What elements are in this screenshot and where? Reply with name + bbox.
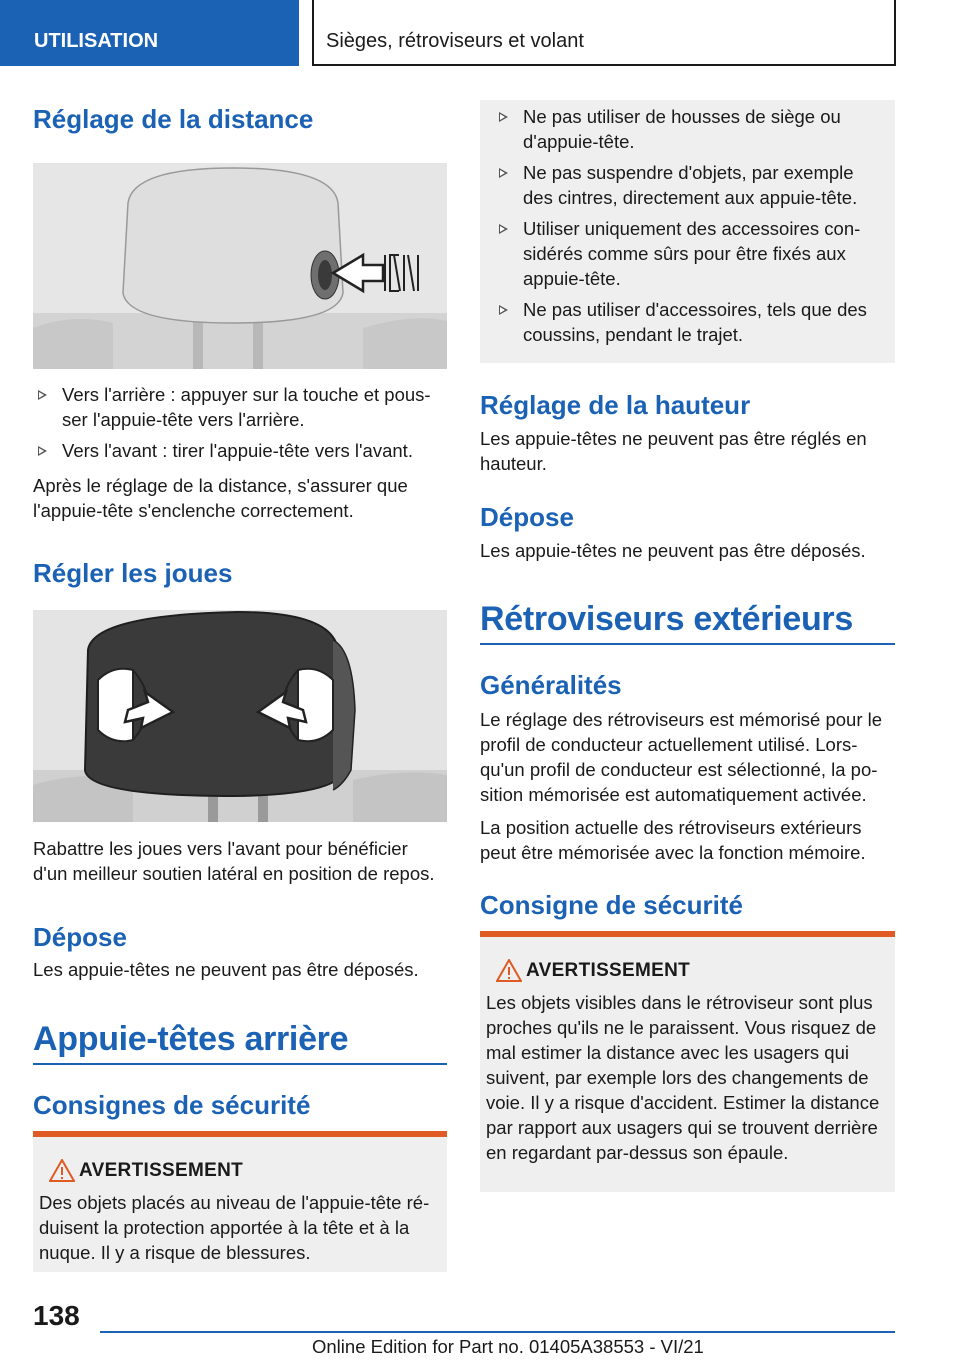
- footer-edition: Online Edition for Part no. 01405A38553 - VI/21: [312, 1336, 704, 1357]
- bullet-triangle-icon: [499, 168, 508, 178]
- headrest-distance-illustration: [33, 163, 447, 369]
- bullet-triangle-icon: [499, 305, 508, 315]
- bullet-triangle-icon: [38, 446, 47, 456]
- list-item: Ne pas utiliser d'accessoires, tels que des coussins, pendant le trajet.: [494, 297, 884, 347]
- usage-bullet-list: [494, 104, 884, 353]
- warning-label-left: AVERTISSEMENT: [79, 1160, 244, 1181]
- safety-heading-left: Consignes de sécurité: [33, 1090, 311, 1120]
- list-item: Vers l'avant : tirer l'appuie-tête vers l'avant.: [33, 438, 447, 463]
- footer-rule: [100, 1331, 895, 1333]
- header-section: [0, 0, 299, 66]
- removal-heading-left: Dépose: [33, 922, 127, 952]
- bullet-triangle-icon: [38, 390, 47, 400]
- warning-box-right: [480, 931, 895, 1192]
- height-text: Les appuie-têtes ne peuvent pas être réglés en hauteur.: [480, 428, 867, 474]
- removal-text-right: Les appuie-têtes ne peuvent pas être déposés.: [480, 540, 866, 561]
- cheeks-text: Rabattre les joues vers l'avant pour bénéficier d'un meilleur soutien latéral en position de repos.: [33, 838, 435, 884]
- warning-text-left: Des objets placés au niveau de l'appuie-tête réduisent la protection apportée à la tête et à la nuque. Il y a risque de blessures.: [39, 1192, 430, 1263]
- header-section-label: UTILISATION: [34, 30, 159, 52]
- heading-underline: [33, 1063, 447, 1065]
- general-paragraph-2: La position actuelle des rétroviseurs extérieurs peut être mémorisée avec la fonction mémoire.: [480, 817, 866, 863]
- warning-triangle-icon: [496, 959, 522, 982]
- bullet-triangle-icon: [499, 112, 508, 122]
- distance-bullet-list: [33, 382, 447, 469]
- cheeks-heading: Régler les joues: [33, 558, 233, 588]
- list-item: Utiliser uniquement des accessoires considérés comme sûrs pour être fixés aux appuie-tête.: [494, 216, 884, 291]
- header-chapter: [312, 0, 896, 66]
- rear-headrests-heading: Appuie-têtes arrière: [33, 1020, 349, 1058]
- usage-bullets-box: [480, 100, 895, 363]
- list-item: Ne pas utiliser de housses de siège ou d'appuie-tête.: [494, 104, 884, 154]
- mirrors-heading: Rétroviseurs extérieurs: [480, 600, 853, 638]
- safety-heading-right: Consigne de sécurité: [480, 890, 743, 920]
- height-heading: Réglage de la hauteur: [480, 390, 751, 420]
- warning-text-right: Les objets visibles dans le rétroviseur sont plus proches qu'ils ne le paraissent. Vous risquez de mal estimer la distance avec les usagers qui suivent, par exemple lors des changements de voie. Il y a risque d'accident. Estimer la distance par rapport aux usagers qui se trouvent derrière en regardant par-dessus son épaule.: [486, 992, 880, 1163]
- list-item: Ne pas suspendre d'objets, par exemple des cintres, directement aux appuie-tête.: [494, 160, 884, 210]
- page-number: 138: [33, 1300, 80, 1331]
- general-paragraph-1: Le réglage des rétroviseurs est mémorisé pour le profil de conducteur actuellement utilisé. Lorsqu'un profil de conducteur est sélectionné, la position mémorisée est automatiquement activée.: [480, 709, 883, 805]
- list-item: Vers l'arrière : appuyer sur la touche et pousser l'appuie-tête vers l'arrière.: [33, 382, 447, 432]
- heading-underline: [480, 643, 895, 645]
- distance-note: Après le réglage de la distance, s'assurer que l'appuie-tête s'enclenche correctement.: [33, 475, 408, 521]
- warning-label-right: AVERTISSEMENT: [526, 960, 691, 981]
- removal-heading-right: Dépose: [480, 502, 574, 532]
- distance-heading: Réglage de la distance: [33, 104, 314, 134]
- warning-triangle-icon: [49, 1159, 75, 1182]
- header-chapter-label: Sièges, rétroviseurs et volant: [326, 30, 584, 52]
- removal-text-left: Les appuie-têtes ne peuvent pas être déposés.: [33, 959, 419, 980]
- headrest-cheeks-illustration: [33, 610, 447, 822]
- warning-box-left: [33, 1131, 447, 1272]
- bullet-triangle-icon: [499, 224, 508, 234]
- general-heading: Généralités: [480, 670, 622, 700]
